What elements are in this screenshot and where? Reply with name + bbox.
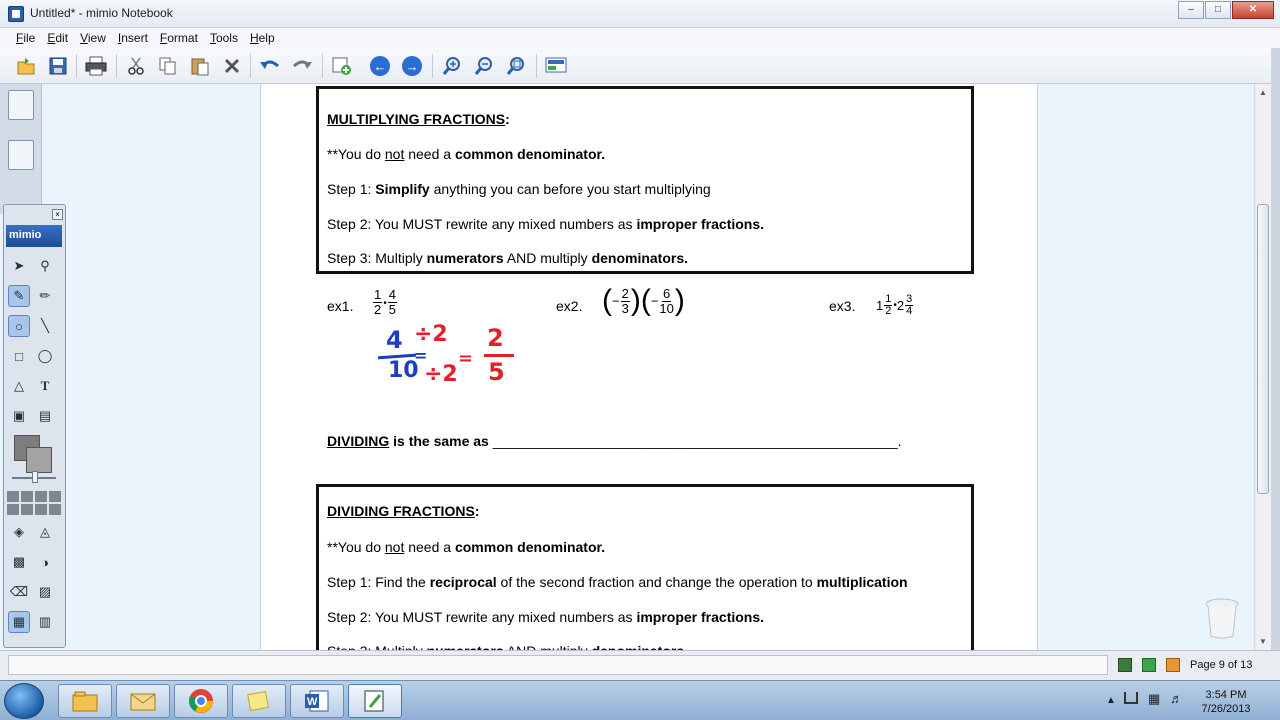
display-icon[interactable] (544, 54, 568, 78)
close-button[interactable]: ✕ (1232, 1, 1274, 19)
example-2-label: ex2. (556, 298, 583, 314)
slider-handle[interactable] (32, 471, 38, 483)
main-toolbar (0, 48, 1280, 84)
maximize-button[interactable]: □ (1205, 1, 1231, 19)
window-controls (1177, 1, 1274, 19)
triangle-icon[interactable]: △ (14, 378, 24, 393)
print-icon[interactable] (84, 54, 108, 78)
zoom-tool-icon[interactable]: ⚲ (40, 258, 50, 273)
ink-result-denominator: 5 (488, 358, 505, 386)
ink-equals-1: = (414, 346, 428, 365)
example-1-expression: $\frac{1}{2}$ • $\frac{4}{5}$ (374, 287, 396, 317)
svg-text:W: W (307, 696, 318, 708)
windows-taskbar (0, 680, 1280, 720)
page-view-icon[interactable] (1118, 658, 1132, 672)
vertical-scrollbar[interactable]: ▲ ▼ (1254, 84, 1271, 650)
multiplying-heading: MULTIPLYING FRACTIONS: (327, 111, 510, 127)
window-title: Untitled* - mimio Notebook (30, 6, 173, 20)
menu-insert[interactable]: Insert (117, 31, 148, 45)
dividing-step-1: Step 1: Find the reciprocal of the second fraction and change the operation to multiplication (327, 574, 908, 590)
sticky-notes-icon[interactable] (232, 684, 286, 718)
start-button[interactable] (4, 683, 44, 719)
circle-icon[interactable]: ◯ (37, 348, 53, 363)
reveal-icon[interactable]: ▩ (12, 554, 26, 569)
example-2-expression: (− $\frac{2}{3}$ )(− $\frac{6}{10}$ ) (602, 284, 685, 317)
multiplying-step-1: Step 1: Simplify anything you can before you start multiplying (327, 181, 711, 197)
shape-recognizer-icon[interactable]: ○ (8, 315, 30, 337)
page-thumbnails-tab[interactable] (8, 90, 34, 120)
pen-status-icon[interactable] (1166, 658, 1180, 672)
cut-icon[interactable] (124, 54, 148, 78)
clock-time: 3:54 PM (1205, 689, 1247, 701)
toolbox-close-icon[interactable]: × (52, 209, 63, 220)
screen-capture-icon[interactable]: ▤ (38, 408, 52, 423)
undo-icon[interactable] (258, 54, 282, 78)
volume-icon[interactable]: ♬ (1170, 691, 1183, 706)
dividing-step-2: Step 2: You MUST rewrite any mixed numbers as improper fractions. (327, 609, 765, 625)
status-bar (0, 650, 1280, 680)
menu-format[interactable]: Format (159, 31, 198, 45)
ink-divide-top: ÷2 (414, 322, 448, 347)
insert-image-icon[interactable]: ▣ (12, 408, 26, 423)
gallery-tab[interactable] (8, 140, 34, 170)
word-icon[interactable] (290, 684, 344, 718)
menu-edit[interactable]: Edit (47, 31, 69, 45)
save-icon[interactable] (46, 54, 70, 78)
ungroup-icon[interactable]: ◬ (40, 524, 50, 539)
dividing-note: **You do not need a common denominator. (327, 539, 606, 555)
menu-file[interactable]: File (16, 31, 36, 45)
dividing-step-3-clip (327, 643, 967, 650)
page-indicator: Page 9 of 13 (1190, 659, 1253, 671)
zoom-out-icon[interactable] (472, 54, 496, 78)
select-arrow-icon[interactable]: ➤ (13, 258, 25, 273)
system-clock[interactable] (1192, 688, 1260, 716)
explorer-icon[interactable] (58, 684, 112, 718)
copy-icon[interactable] (156, 54, 180, 78)
menu-help[interactable]: Help (249, 31, 275, 45)
group-icon[interactable]: ◈ (14, 524, 24, 539)
ink-result-bar (484, 354, 514, 357)
multiplying-step-3: Step 3: Multiply numerators AND multiply denominators. (327, 250, 689, 266)
scrollbar-thumb[interactable] (1257, 204, 1269, 494)
back-icon[interactable]: ← (368, 54, 392, 78)
zoom-in-icon[interactable] (440, 54, 464, 78)
eraser-icon[interactable]: ⌫ (9, 584, 29, 599)
status-message-field (8, 655, 1108, 675)
text-tool-icon[interactable]: T (40, 378, 50, 393)
ink-numerator: 4 (386, 326, 403, 354)
page-sorter-panel (0, 84, 42, 214)
gallery-icon[interactable]: ▨ (38, 584, 52, 599)
dividing-heading: DIVIDING FRACTIONS: (327, 503, 480, 519)
line-style-grid[interactable] (7, 491, 61, 515)
dividing-definition: DIVIDING is the same as ____________________________________________________. (327, 433, 902, 449)
toolbar-separator (432, 54, 433, 78)
tray-expand-icon[interactable]: ▲ (1106, 695, 1116, 706)
ink-denominator: 10 (388, 358, 419, 383)
example-3-label: ex3. (829, 298, 856, 314)
delete-icon[interactable] (220, 54, 244, 78)
mimio-notebook-taskbar-icon[interactable] (348, 684, 402, 718)
minimize-button[interactable]: – (1178, 1, 1204, 19)
fill-in-blank: ____________________________________________________ (492, 433, 898, 449)
outlook-icon[interactable] (116, 684, 170, 718)
applications-icon[interactable]: ▦ (8, 611, 30, 633)
menu-bar (0, 28, 1280, 48)
network-icon[interactable]: ▦ (1148, 691, 1161, 706)
multiplying-note: **You do not need a common denominator. (327, 146, 606, 162)
multiplying-step-2: Step 2: You MUST rewrite any mixed numbers as improper fractions. (327, 216, 765, 232)
highlighter-icon[interactable]: ✏ (39, 288, 51, 303)
menu-tools[interactable]: Tools (209, 31, 238, 45)
example-3-expression: 1 $\frac{1}{2}$ •2 $\frac{3}{4}$ (876, 293, 913, 317)
toolbar-separator (322, 54, 323, 78)
add-page-icon[interactable] (330, 54, 354, 78)
paste-icon[interactable] (188, 54, 212, 78)
title-bar (0, 0, 1280, 28)
open-icon[interactable] (14, 54, 38, 78)
redo-icon[interactable] (290, 54, 314, 78)
chrome-icon[interactable] (174, 684, 228, 718)
toolbar-separator (536, 54, 537, 78)
spotlight-icon[interactable]: ◑ (41, 554, 49, 570)
right-panel-edge (1271, 48, 1280, 650)
toolbar-separator (250, 54, 251, 78)
action-center-icon[interactable] (1124, 692, 1138, 704)
ink-equals-2: = (458, 348, 474, 369)
example-1-label: ex1. (327, 298, 354, 314)
forward-icon[interactable]: → (400, 54, 424, 78)
rectangle-icon[interactable]: □ (15, 348, 23, 364)
ink-divide-bottom: ÷2 (424, 362, 458, 387)
fill-color-swatch[interactable] (26, 447, 52, 473)
zoom-fit-icon[interactable] (504, 54, 528, 78)
mode-toggle-icon[interactable]: ▥ (38, 614, 52, 629)
menu-view[interactable]: View (80, 31, 106, 45)
ink-result-numerator: 2 (487, 324, 504, 352)
clock-date: 7/26/2013 (1201, 703, 1251, 715)
toolbar-separator (76, 54, 77, 78)
mimio-toolbox (3, 204, 66, 648)
handwritten-work (376, 320, 526, 390)
mimio-notebook-icon (8, 6, 24, 22)
pen-tool-icon[interactable]: ✎ (8, 285, 30, 307)
toolbar-separator (116, 54, 117, 78)
trash-icon[interactable] (1204, 598, 1240, 640)
mimio-logo: mimio (6, 225, 62, 247)
edit-status-icon[interactable] (1142, 658, 1156, 672)
line-tool-icon[interactable]: ╲ (41, 318, 49, 333)
